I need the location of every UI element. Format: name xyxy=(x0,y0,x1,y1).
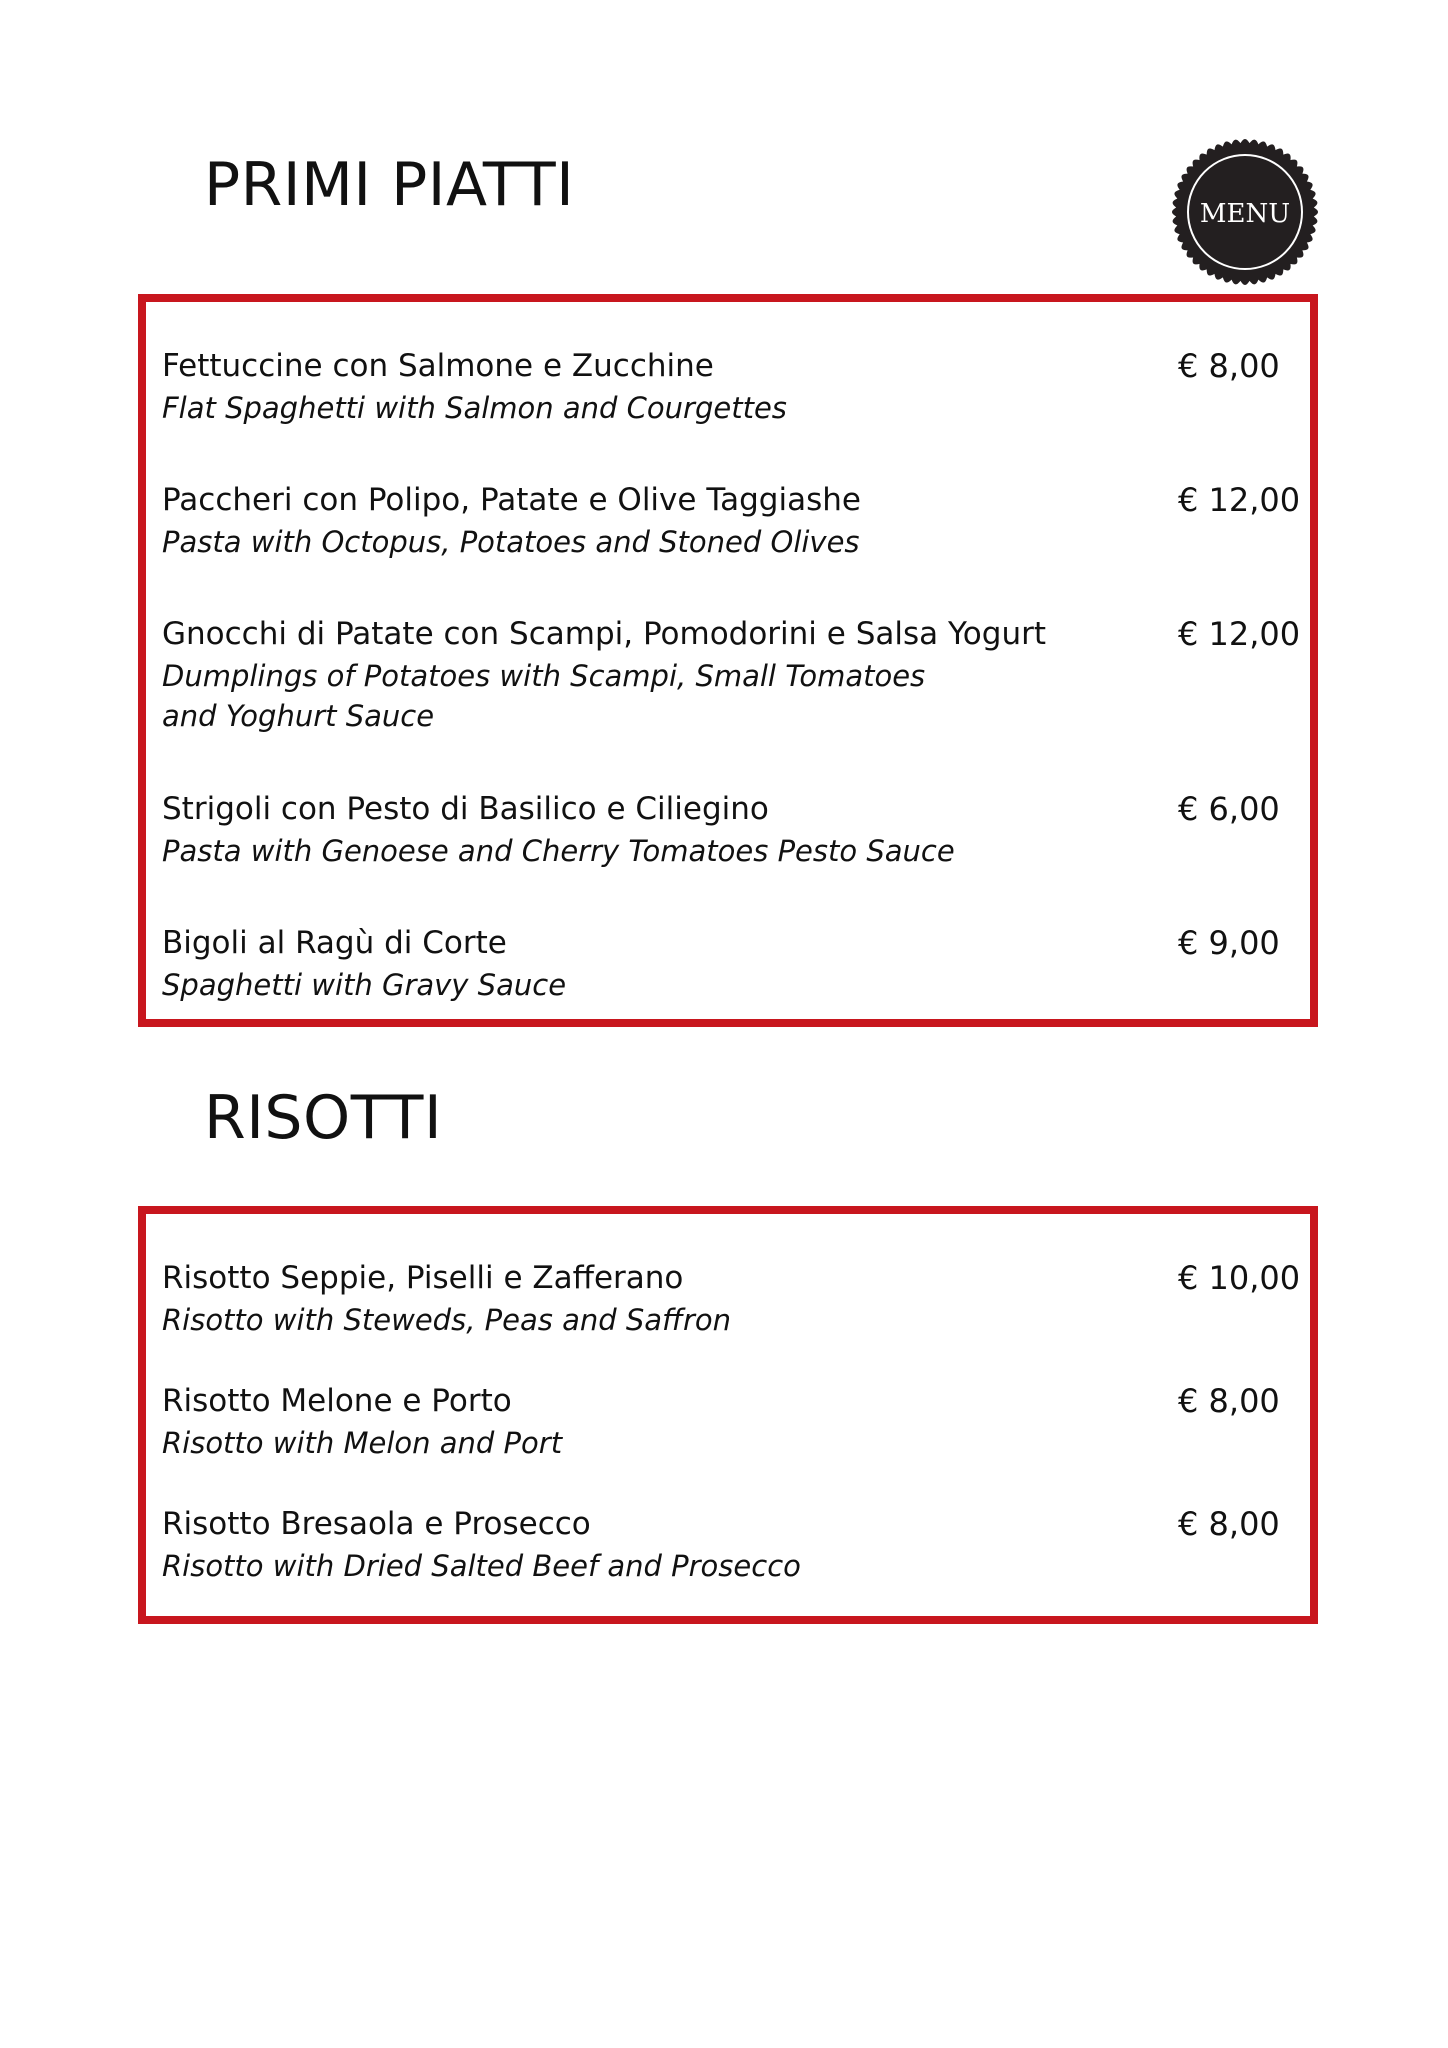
dish-price: € 8,00 xyxy=(1178,1382,1280,1420)
menu-badge-icon xyxy=(1171,138,1319,286)
dish-price: € 9,00 xyxy=(1178,924,1280,962)
dish-description: Risotto with Steweds, Peas and Saffron xyxy=(162,1303,731,1337)
dish-name: Paccheri con Polipo, Patate e Olive Taggiashe xyxy=(162,482,861,518)
dish-name: Risotto Bresaola e Prosecco xyxy=(162,1506,591,1542)
dish-description: Pasta with Genoese and Cherry Tomatoes Pesto Sauce xyxy=(162,834,955,868)
dish-price: € 8,00 xyxy=(1178,347,1280,385)
risotti-box xyxy=(138,1206,1318,1624)
menu-badge-label: MENU xyxy=(1199,199,1291,229)
dish-price: € 12,00 xyxy=(1178,615,1301,653)
dish-description: Risotto with Melon and Port xyxy=(162,1426,563,1460)
section-title-risotti: RISOTTI xyxy=(204,1083,443,1153)
dish-name: Risotto Melone e Porto xyxy=(162,1383,512,1419)
menu-badge xyxy=(1171,138,1319,286)
dish-price: € 12,00 xyxy=(1178,481,1301,519)
primi-piatti-box xyxy=(138,294,1318,1027)
dish-name: Strigoli con Pesto di Basilico e Ciliegino xyxy=(162,791,769,827)
dish-description: Dumplings of Potatoes with Scampi, Small Tomatoes and Yoghurt Sauce xyxy=(162,659,926,733)
dish-description: Risotto with Dried Salted Beef and Prosecco xyxy=(162,1549,801,1583)
dish-name: Risotto Seppie, Piselli e Zafferano xyxy=(162,1260,684,1296)
dish-name: Fettuccine con Salmone e Zucchine xyxy=(162,348,714,384)
dish-price: € 6,00 xyxy=(1178,790,1280,828)
dish-description: Flat Spaghetti with Salmon and Courgettes xyxy=(162,391,787,425)
dish-name: Bigoli al Ragù di Corte xyxy=(162,925,507,961)
dish-description: Pasta with Octopus, Potatoes and Stoned Olives xyxy=(162,525,860,559)
section-title-primi-piatti: PRIMI PIATTI xyxy=(204,150,575,220)
dish-price: € 8,00 xyxy=(1178,1505,1280,1543)
dish-price: € 10,00 xyxy=(1178,1259,1301,1297)
dish-description: Spaghetti with Gravy Sauce xyxy=(162,968,567,1002)
dish-name: Gnocchi di Patate con Scampi, Pomodorini e Salsa Yogurt xyxy=(162,616,1046,652)
